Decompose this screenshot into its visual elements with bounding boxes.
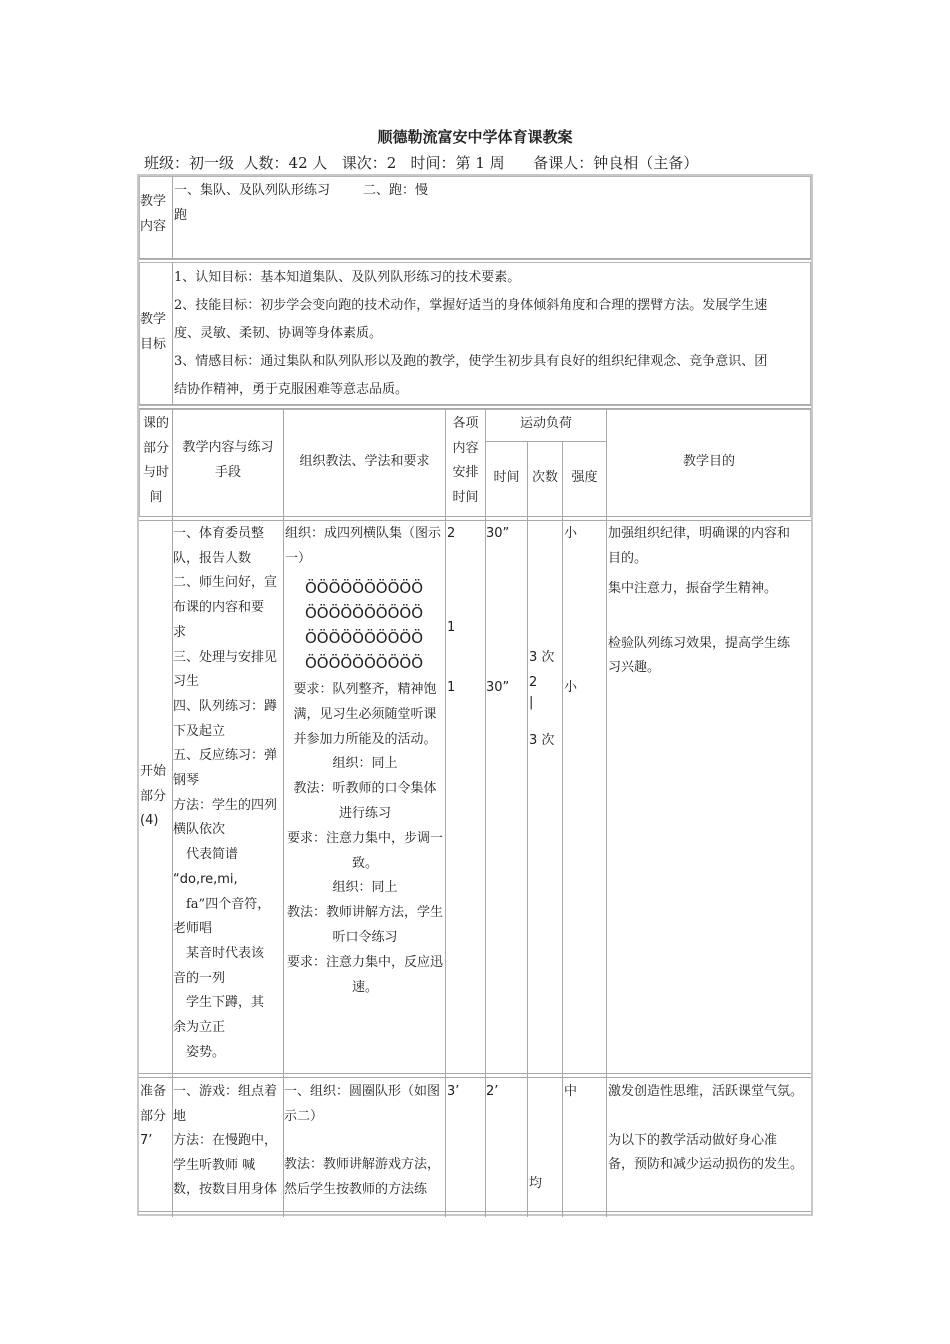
- prep-label: 准备 部分 7’: [140, 1084, 167, 1148]
- start-time-2: 30”: [486, 680, 510, 695]
- formation-diagram: [284, 576, 444, 676]
- header-content: 教学内容与练习 手段: [182, 440, 274, 480]
- start-intensity-1: 小: [564, 526, 578, 541]
- header-part: 课的 部分 与时 间: [142, 416, 169, 505]
- start-org-top: 组织：成四列横队集（图示 一）: [285, 526, 442, 566]
- prep-purpose: 激发创造性思维，活跃课堂气氛。 为以下的教学活动做好身心准 备，预防和减少运动损伤的发生。: [608, 1084, 804, 1172]
- content-text: 一、集队、及队列队形练习 二、跑：慢 跑: [174, 183, 429, 223]
- prep-count: 均: [529, 1176, 543, 1191]
- objectives-label: 教学 目标: [140, 312, 167, 352]
- start-purpose: 加强组织纪律，明确课的内容和 目的。 集中注意力，振奋学生精神。 检验队列练习效果，提高学生练 习兴趣。: [608, 526, 791, 675]
- start-org-rest: 要求：队列整齐，精神饱 满，见习生必须随堂听课 并参加力所能及的活动。 组织：同上 教法：听教师的口令集体 进行练习 要求：注意力集中，步调一 致。 组织：同上 教法：教师讲解方法，学生 听口令练习 要求：注意力集中，反应迅 速。: [286, 682, 443, 995]
- header-purpose: 教学目的: [682, 454, 735, 469]
- prep-org: 一、组织：圆圈队形（如图 示二） 教法：教师讲解游戏方法， 然后学生按教师的方法练: [284, 1084, 441, 1197]
- content-label: 教学 内容: [140, 194, 167, 234]
- objective-item: 度、灵敏、柔韧、协调等身体素质。: [174, 326, 383, 341]
- prep-time: 2’: [486, 1084, 499, 1099]
- start-count: 3 次 2 | 3 次: [529, 650, 555, 748]
- header-arrange: 各项 内容 安排 时间: [452, 416, 479, 505]
- start-time-1: 30”: [486, 526, 510, 541]
- formation-row: ÖÖÖÖÖÖÖÖÖÖ: [304, 604, 424, 622]
- objectives-text: [174, 264, 810, 404]
- start-label: 开始 部分 (4): [140, 764, 167, 828]
- header-time: 时间: [493, 470, 520, 485]
- prep-intensity: 中: [564, 1084, 578, 1099]
- header-intensity: 强度: [571, 470, 598, 485]
- formation-row: ÖÖÖÖÖÖÖÖÖÖ: [304, 629, 424, 647]
- formation-row: ÖÖÖÖÖÖÖÖÖÖ: [304, 654, 424, 672]
- start-arrange-2: 1: [447, 620, 456, 635]
- objective-item: 1、认知目标：基本知道集队、及队列队形练习的技术要素。: [174, 270, 521, 285]
- header-count: 次数: [531, 470, 558, 485]
- objective-item: 2、技能目标：初步学会变向跑的技术动作，掌握好适当的身体倾斜角度和合理的摆臂方法。发展学生速: [174, 298, 768, 313]
- formation-row: ÖÖÖÖÖÖÖÖÖÖ: [304, 579, 424, 597]
- header-load: 运动负荷: [519, 416, 572, 431]
- start-content: 一、体育委员整 队，报告人数 二、师生问好，宣 布课的内容和要 求 三、处理与安排见 习生 四、队列练习：蹲 下及起立 五、反应练习：弹 钢琴 方法：学生的四列 横队依次 代表简谱 “do,re,mi, fa”四个音符， 老师唱 某音时代表该 音的一列 学生下蹲，其 余为立正 姿势。: [173, 526, 278, 1060]
- objective-item: 结协作精神，勇于克服困难等意志品质。: [174, 382, 409, 397]
- prep-arrange: 3’: [447, 1084, 460, 1099]
- header-org: 组织教法、学法和要求: [299, 454, 430, 469]
- start-arrange-3: 1: [447, 680, 456, 695]
- prep-content: 一、游戏：组点着 地 方法：在慢跑中， 学生听教师 喊 数，按数目用身体: [173, 1084, 278, 1197]
- document-title: 顺德勒流富安中学体育课教案: [377, 128, 573, 146]
- start-arrange-1: 2: [447, 526, 456, 541]
- class-info-line: 班级：初一级 人数：42 人 课次：2 时间：第 1 周 备课人：钟良相（主备）: [144, 154, 699, 172]
- objective-item: 3、情感目标：通过集队和队列队形以及跑的教学，使学生初步具有良好的组织纪律观念、竞争意识、团: [174, 354, 768, 369]
- start-intensity-2: 小: [564, 680, 578, 695]
